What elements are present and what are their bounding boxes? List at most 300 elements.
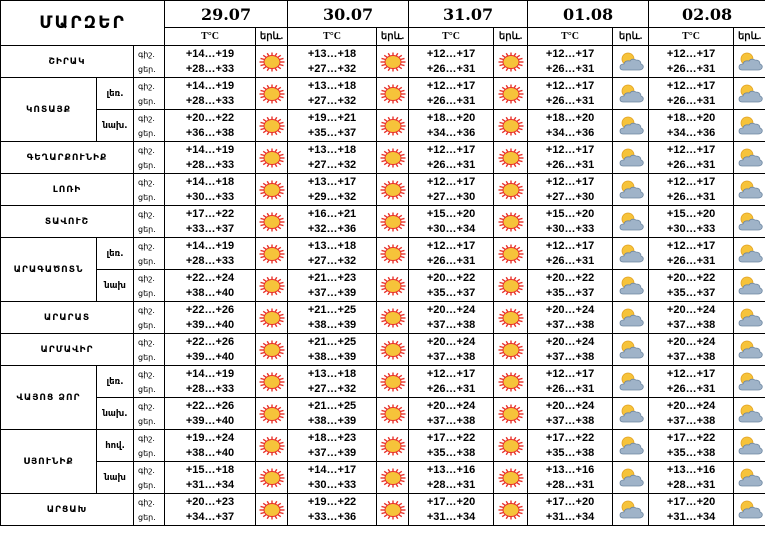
day-temp: +31…+34 xyxy=(666,510,716,523)
weather-icon-cell xyxy=(613,270,649,302)
partly-cloudy-icon xyxy=(613,180,648,200)
night-temp: +12…+17 xyxy=(426,79,476,92)
table-row xyxy=(1,302,765,334)
weather-icon-cell xyxy=(734,494,765,526)
temperature-cell xyxy=(165,142,256,174)
night-temp: +22…+26 xyxy=(185,303,235,316)
day-temp: +28…+33 xyxy=(185,62,235,75)
day-label: ցեր. xyxy=(138,416,156,426)
temperature-cell xyxy=(288,494,377,526)
partly-cloudy-icon xyxy=(734,244,765,264)
night-temp: +12…+17 xyxy=(426,239,476,252)
partly-cloudy-icon xyxy=(734,84,765,104)
night-temp: +14…+19 xyxy=(185,79,235,92)
weather-icon-cell xyxy=(256,206,288,238)
weather-icon-cell xyxy=(494,494,528,526)
day-temp: +37…+39 xyxy=(307,286,357,299)
temperature-cell xyxy=(528,334,613,366)
partly-cloudy-icon xyxy=(613,436,648,456)
weather-icon-cell xyxy=(494,398,528,430)
day-temp: +27…+30 xyxy=(426,190,476,203)
day-night-labels xyxy=(134,270,165,302)
date-header: 01.08 xyxy=(528,1,649,28)
temperature-cell xyxy=(165,174,256,206)
sky-column-label: երև. xyxy=(494,28,528,46)
day-temp: +38…+39 xyxy=(307,350,357,363)
day-temp: +26…+31 xyxy=(666,190,716,203)
temp-column-label: T°C xyxy=(165,28,256,46)
weather-icon-cell xyxy=(494,366,528,398)
night-temp: +17…+22 xyxy=(185,207,235,220)
night-temp: +20…+24 xyxy=(545,399,595,412)
table-row xyxy=(1,494,765,526)
weather-icon-cell xyxy=(256,366,288,398)
partly-cloudy-icon xyxy=(613,468,648,488)
temperature-cell xyxy=(288,78,377,110)
night-temp: +15…+18 xyxy=(185,463,235,476)
day-temp: +35…+38 xyxy=(426,446,476,459)
night-temp: +12…+17 xyxy=(426,143,476,156)
day-temp: +28…+33 xyxy=(185,94,235,107)
day-night-labels xyxy=(134,302,165,334)
temperature-cell xyxy=(528,302,613,334)
night-label: գիշ. xyxy=(138,81,155,91)
day-label: ցեր. xyxy=(138,320,156,330)
night-temp: +13…+16 xyxy=(666,463,716,476)
sun-icon xyxy=(494,52,527,72)
temperature-cell xyxy=(649,302,734,334)
partly-cloudy-icon xyxy=(613,116,648,136)
night-temp: +22…+26 xyxy=(185,399,235,412)
night-temp: +12…+17 xyxy=(545,47,595,60)
sky-column-label: երև. xyxy=(256,28,288,46)
temperature-cell xyxy=(409,302,494,334)
table-row xyxy=(1,334,765,366)
day-temp: +26…+31 xyxy=(545,382,595,395)
day-night-labels xyxy=(134,110,165,142)
weather-icon-cell xyxy=(613,430,649,462)
night-temp: +20…+24 xyxy=(666,303,716,316)
temperature-cell xyxy=(288,142,377,174)
night-temp: +14…+19 xyxy=(185,367,235,380)
day-temp: +34…+36 xyxy=(426,126,476,139)
temperature-cell xyxy=(288,46,377,78)
sun-icon xyxy=(494,116,527,136)
region-name: ՇԻՐԱԿ xyxy=(1,46,134,78)
day-temp: +37…+38 xyxy=(666,318,716,331)
day-temp: +26…+31 xyxy=(545,254,595,267)
sun-icon xyxy=(256,244,287,264)
night-label: գիշ. xyxy=(138,369,155,379)
sun-icon xyxy=(256,116,287,136)
date-header: 30.07 xyxy=(288,1,409,28)
night-temp: +12…+17 xyxy=(666,175,716,188)
temperature-cell xyxy=(409,238,494,270)
night-temp: +12…+17 xyxy=(545,143,595,156)
weather-icon-cell xyxy=(256,430,288,462)
day-temp: +28…+33 xyxy=(185,254,235,267)
sun-icon xyxy=(377,308,408,328)
night-temp: +15…+20 xyxy=(666,207,716,220)
table-row xyxy=(1,174,765,206)
region-name: ԼՈՌԻ xyxy=(1,174,134,206)
weather-icon-cell xyxy=(734,142,765,174)
day-temp: +26…+31 xyxy=(545,62,595,75)
night-temp: +14…+17 xyxy=(307,463,357,476)
temperature-cell xyxy=(165,366,256,398)
day-temp: +26…+31 xyxy=(666,94,716,107)
weather-icon-cell xyxy=(377,334,409,366)
temperature-cell xyxy=(409,78,494,110)
partly-cloudy-icon xyxy=(613,340,648,360)
night-label: գիշ. xyxy=(138,433,155,443)
weather-icon-cell xyxy=(734,462,765,494)
weather-icon-cell xyxy=(494,238,528,270)
night-label: գիշ. xyxy=(138,177,155,187)
night-temp: +16…+21 xyxy=(307,207,357,220)
day-label: ցեր. xyxy=(138,384,156,394)
weather-icon-cell xyxy=(377,462,409,494)
day-temp: +39…+40 xyxy=(185,318,235,331)
night-temp: +15…+20 xyxy=(545,207,595,220)
day-label: ցեր. xyxy=(138,64,156,74)
table-row xyxy=(1,110,765,142)
temperature-cell xyxy=(288,270,377,302)
partly-cloudy-icon xyxy=(613,308,648,328)
day-temp: +33…+37 xyxy=(185,222,235,235)
weather-icon-cell xyxy=(613,494,649,526)
sun-icon xyxy=(494,244,527,264)
night-label: գիշ. xyxy=(138,305,155,315)
night-temp: +12…+17 xyxy=(666,239,716,252)
sun-icon xyxy=(377,404,408,424)
partly-cloudy-icon xyxy=(734,180,765,200)
day-temp: +38…+40 xyxy=(185,286,235,299)
temperature-cell xyxy=(165,238,256,270)
sun-icon xyxy=(256,148,287,168)
sun-icon xyxy=(377,148,408,168)
temperature-cell xyxy=(288,174,377,206)
temperature-cell xyxy=(165,462,256,494)
night-temp: +21…+25 xyxy=(307,399,357,412)
temperature-cell xyxy=(409,270,494,302)
day-temp: +37…+38 xyxy=(426,318,476,331)
partly-cloudy-icon xyxy=(613,52,648,72)
table-row xyxy=(1,238,765,270)
subregion-label: լեռ. xyxy=(97,366,134,398)
day-night-labels xyxy=(134,366,165,398)
table-row xyxy=(1,46,765,78)
temperature-cell xyxy=(528,110,613,142)
day-temp: +36…+38 xyxy=(185,126,235,139)
date-header: 29.07 xyxy=(165,1,288,28)
partly-cloudy-icon xyxy=(734,276,765,296)
day-temp: +30…+33 xyxy=(185,190,235,203)
day-label: ցեր. xyxy=(138,512,156,522)
day-label: ցեր. xyxy=(138,128,156,138)
day-temp: +30…+34 xyxy=(426,222,476,235)
temperature-cell xyxy=(165,110,256,142)
weather-icon-cell xyxy=(734,334,765,366)
night-temp: +12…+17 xyxy=(545,367,595,380)
temperature-cell xyxy=(528,78,613,110)
temperature-cell xyxy=(528,366,613,398)
day-temp: +28…+31 xyxy=(666,478,716,491)
sun-icon xyxy=(256,212,287,232)
weather-icon-cell xyxy=(613,78,649,110)
night-temp: +13…+18 xyxy=(307,239,357,252)
weather-icon-cell xyxy=(377,494,409,526)
day-label: ցեր. xyxy=(138,480,156,490)
day-night-labels xyxy=(134,78,165,110)
night-temp: +20…+24 xyxy=(545,335,595,348)
day-temp: +30…+33 xyxy=(666,222,716,235)
night-temp: +13…+16 xyxy=(545,463,595,476)
subregion-label: նախ xyxy=(97,270,134,302)
weather-icon-cell xyxy=(494,142,528,174)
partly-cloudy-icon xyxy=(613,404,648,424)
day-temp: +37…+38 xyxy=(426,350,476,363)
weather-icon-cell xyxy=(377,174,409,206)
day-temp: +27…+32 xyxy=(307,254,357,267)
day-temp: +27…+30 xyxy=(545,190,595,203)
temperature-cell xyxy=(649,366,734,398)
night-temp: +14…+19 xyxy=(185,143,235,156)
region-name: ՍՅՈՒՆԻՔ xyxy=(1,430,97,494)
subregion-label: հով. xyxy=(97,430,134,462)
weather-icon-cell xyxy=(613,462,649,494)
partly-cloudy-icon xyxy=(734,436,765,456)
day-temp: +26…+31 xyxy=(426,158,476,171)
night-temp: +20…+24 xyxy=(666,335,716,348)
weather-icon-cell xyxy=(613,334,649,366)
sun-icon xyxy=(256,52,287,72)
sun-icon xyxy=(494,500,527,520)
day-label: ցեր. xyxy=(138,288,156,298)
day-night-labels xyxy=(134,462,165,494)
night-temp: +17…+22 xyxy=(545,431,595,444)
day-temp: +27…+32 xyxy=(307,94,357,107)
weather-icon-cell xyxy=(256,462,288,494)
partly-cloudy-icon xyxy=(734,212,765,232)
sun-icon xyxy=(377,500,408,520)
day-temp: +26…+31 xyxy=(545,94,595,107)
day-night-labels xyxy=(134,46,165,78)
temperature-cell xyxy=(288,206,377,238)
temp-column-label: T°C xyxy=(528,28,613,46)
weather-icon-cell xyxy=(613,238,649,270)
night-temp: +13…+18 xyxy=(307,79,357,92)
partly-cloudy-icon xyxy=(613,148,648,168)
night-temp: +12…+17 xyxy=(426,47,476,60)
day-temp: +35…+37 xyxy=(307,126,357,139)
night-temp: +13…+16 xyxy=(426,463,476,476)
day-temp: +39…+40 xyxy=(185,350,235,363)
weather-icon-cell xyxy=(734,46,765,78)
weather-icon-cell xyxy=(494,110,528,142)
temperature-cell xyxy=(288,430,377,462)
weather-icon-cell xyxy=(377,302,409,334)
day-temp: +31…+34 xyxy=(426,510,476,523)
day-temp: +28…+33 xyxy=(185,158,235,171)
day-temp: +26…+31 xyxy=(666,254,716,267)
weather-icon-cell xyxy=(613,366,649,398)
night-temp: +12…+17 xyxy=(666,79,716,92)
night-label: գիշ. xyxy=(138,145,155,155)
day-night-labels xyxy=(134,494,165,526)
sky-column-label: երև. xyxy=(377,28,409,46)
day-temp: +37…+38 xyxy=(545,414,595,427)
partly-cloudy-icon xyxy=(613,500,648,520)
temperature-cell xyxy=(409,494,494,526)
night-label: գիշ. xyxy=(138,49,155,59)
region-name: ԱՐՄԱՎԻՐ xyxy=(1,334,134,366)
weather-icon-cell xyxy=(734,206,765,238)
region-name: ԿՈՏԱՅՔ xyxy=(1,78,97,142)
night-label: գիշ. xyxy=(138,497,155,507)
day-temp: +34…+37 xyxy=(185,510,235,523)
temperature-cell xyxy=(649,430,734,462)
temperature-cell xyxy=(409,366,494,398)
temperature-cell xyxy=(649,46,734,78)
day-night-labels xyxy=(134,398,165,430)
day-night-labels xyxy=(134,334,165,366)
weather-icon-cell xyxy=(494,78,528,110)
temperature-cell xyxy=(649,110,734,142)
sun-icon xyxy=(494,180,527,200)
partly-cloudy-icon xyxy=(734,308,765,328)
night-temp: +17…+20 xyxy=(426,495,476,508)
night-temp: +18…+20 xyxy=(666,111,716,124)
weather-icon-cell xyxy=(256,398,288,430)
night-temp: +18…+20 xyxy=(426,111,476,124)
sun-icon xyxy=(377,180,408,200)
weather-icon-cell xyxy=(256,110,288,142)
sun-icon xyxy=(256,372,287,392)
temperature-cell xyxy=(649,334,734,366)
weather-icon-cell xyxy=(377,430,409,462)
temperature-cell xyxy=(165,302,256,334)
weather-icon-cell xyxy=(613,142,649,174)
weather-icon-cell xyxy=(734,430,765,462)
sun-icon xyxy=(377,436,408,456)
sun-icon xyxy=(494,404,527,424)
temperature-cell xyxy=(165,494,256,526)
partly-cloudy-icon xyxy=(613,276,648,296)
date-header: 31.07 xyxy=(409,1,528,28)
weather-icon-cell xyxy=(613,398,649,430)
temperature-cell xyxy=(649,494,734,526)
temperature-cell xyxy=(288,302,377,334)
partly-cloudy-icon xyxy=(734,372,765,392)
weather-icon-cell xyxy=(613,110,649,142)
subregion-label: նախ. xyxy=(97,398,134,430)
weather-icon-cell xyxy=(256,238,288,270)
subregion-label: լեռ. xyxy=(97,238,134,270)
table-row xyxy=(1,270,765,302)
sun-icon xyxy=(377,52,408,72)
night-temp: +12…+17 xyxy=(426,175,476,188)
day-temp: +37…+38 xyxy=(666,414,716,427)
temperature-cell xyxy=(528,270,613,302)
temperature-cell xyxy=(649,398,734,430)
sun-icon xyxy=(494,148,527,168)
weather-icon-cell xyxy=(494,462,528,494)
sun-icon xyxy=(256,340,287,360)
sun-icon xyxy=(256,404,287,424)
night-temp: +18…+20 xyxy=(545,111,595,124)
night-label: գիշ. xyxy=(138,465,155,475)
day-temp: +27…+32 xyxy=(307,382,357,395)
sun-icon xyxy=(494,308,527,328)
weather-icon-cell xyxy=(256,270,288,302)
day-temp: +37…+38 xyxy=(426,414,476,427)
sun-icon xyxy=(494,276,527,296)
weather-icon-cell xyxy=(613,302,649,334)
weather-icon-cell xyxy=(377,46,409,78)
temperature-cell xyxy=(165,270,256,302)
night-temp: +13…+18 xyxy=(307,143,357,156)
regions-title: ՄԱՐԶԵՐ xyxy=(1,1,165,46)
weather-icon-cell xyxy=(613,206,649,238)
sun-icon xyxy=(256,500,287,520)
sun-icon xyxy=(494,468,527,488)
weather-icon-cell xyxy=(734,366,765,398)
temperature-cell xyxy=(409,462,494,494)
region-name: ԱՐԱԳԱԾՈՏՆ xyxy=(1,238,97,302)
night-temp: +13…+17 xyxy=(307,175,357,188)
temperature-cell xyxy=(649,206,734,238)
temp-column-label: T°C xyxy=(409,28,494,46)
weather-icon-cell xyxy=(377,238,409,270)
region-name: ԱՐՑԱԽ xyxy=(1,494,134,526)
sun-icon xyxy=(494,372,527,392)
day-temp: +34…+36 xyxy=(545,126,595,139)
sun-icon xyxy=(494,212,527,232)
weather-icon-cell xyxy=(734,270,765,302)
day-label: ցեր. xyxy=(138,352,156,362)
night-temp: +22…+26 xyxy=(185,335,235,348)
night-temp: +17…+22 xyxy=(666,431,716,444)
day-temp: +31…+34 xyxy=(185,478,235,491)
night-temp: +18…+23 xyxy=(307,431,357,444)
day-temp: +26…+31 xyxy=(666,62,716,75)
day-temp: +37…+39 xyxy=(307,446,357,459)
date-header: 02.08 xyxy=(649,1,765,28)
day-temp: +26…+31 xyxy=(426,62,476,75)
night-temp: +14…+18 xyxy=(185,175,235,188)
day-temp: +35…+38 xyxy=(545,446,595,459)
sun-icon xyxy=(377,244,408,264)
header-row-dates xyxy=(1,1,765,28)
temperature-cell xyxy=(528,494,613,526)
night-temp: +21…+25 xyxy=(307,303,357,316)
day-temp: +28…+33 xyxy=(185,382,235,395)
day-label: ցեր. xyxy=(138,160,156,170)
weather-icon-cell xyxy=(256,494,288,526)
sun-icon xyxy=(377,340,408,360)
table-row xyxy=(1,430,765,462)
day-temp: +27…+32 xyxy=(307,158,357,171)
temperature-cell xyxy=(528,430,613,462)
table-row xyxy=(1,366,765,398)
temperature-cell xyxy=(409,46,494,78)
night-temp: +20…+24 xyxy=(426,303,476,316)
sun-icon xyxy=(494,84,527,104)
weather-icon-cell xyxy=(377,110,409,142)
sky-column-label: երև. xyxy=(613,28,649,46)
temperature-cell xyxy=(165,398,256,430)
